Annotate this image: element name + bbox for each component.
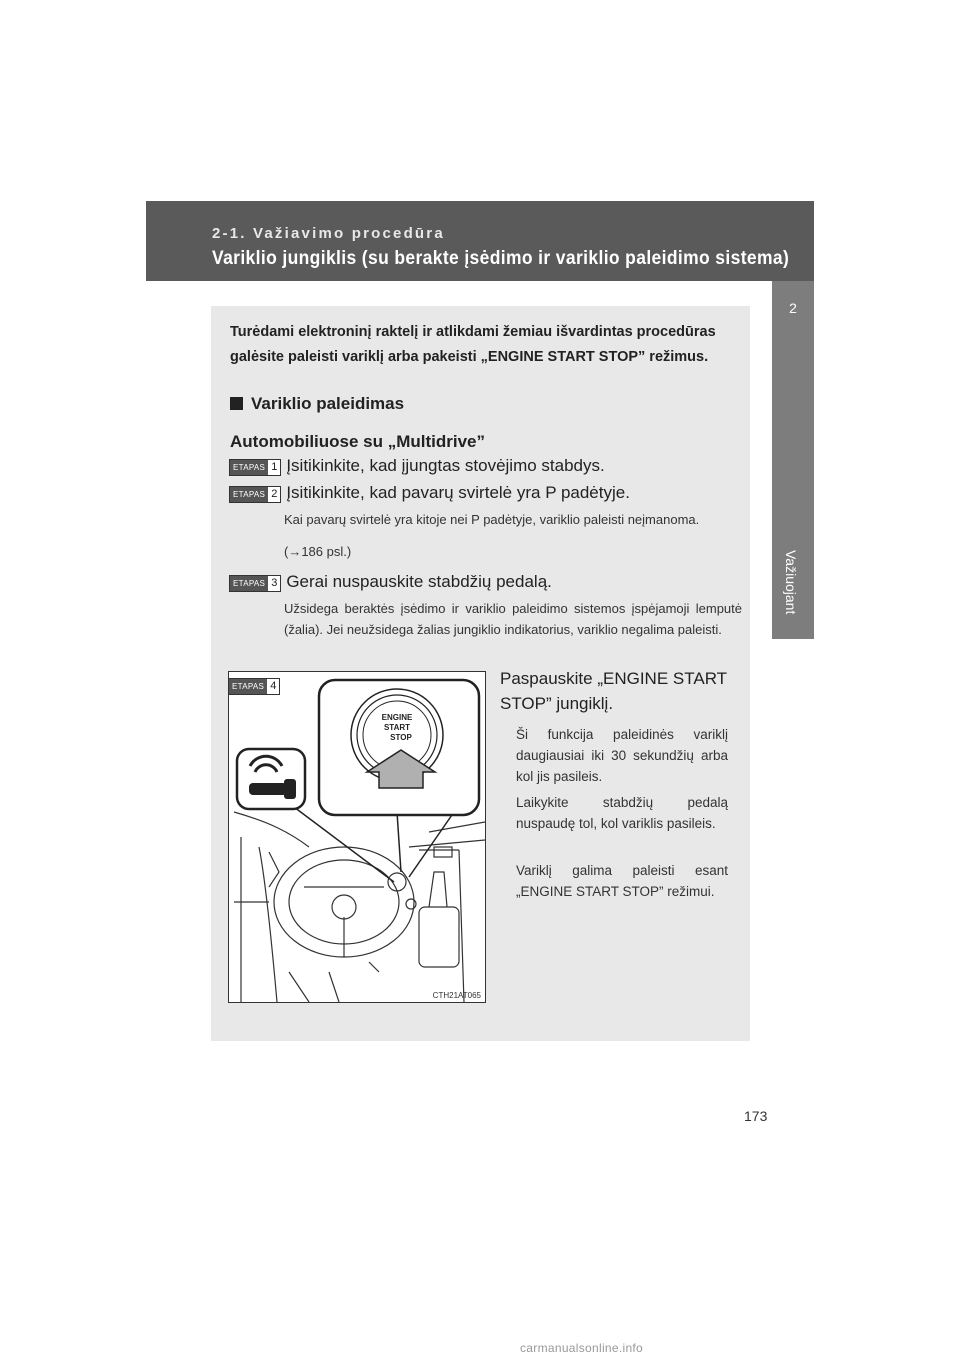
step-2-ref: (→186 psl.) bbox=[284, 544, 352, 559]
model-heading: Automobiliuose su „Multidrive” bbox=[230, 432, 486, 451]
step-4-note-3: Variklį galima paleisti esant „ENGINE START STOP” režimui. bbox=[516, 863, 728, 899]
step-badge: ETAPAS 2 bbox=[229, 486, 281, 503]
intro-text: Turėdami elektroninį raktelį ir atlikdami žemiau išvardintas procedūras galėsite paleisti variklį arba pakeisti „ENGINE START STOP” režimus. bbox=[230, 324, 716, 365]
step-text: Įsitikinkite, kad įjungtas stovėjimo stabdys. bbox=[286, 456, 605, 475]
step-badge: ETAPAS 4 bbox=[228, 678, 280, 695]
content-box bbox=[211, 306, 750, 1041]
step-4-note-1: Ši funkcija paleidinės variklį daugiausiai iki 30 sekundžių arba kol jis pasileis. bbox=[516, 727, 728, 784]
step-badge: ETAPAS 1 bbox=[229, 459, 281, 476]
step-2 bbox=[229, 483, 630, 503]
button-text-3: STOP bbox=[390, 733, 412, 742]
page-title: Variklio jungiklis (su berakte įsėdimo ir variklio paleidimo sistema) bbox=[212, 248, 790, 269]
step-3-note: Užsidega beraktės įsėdimo ir variklio paleidimo sistemos įspėjamoji lemputė (žalia). Jei neužsidega žalias jungiklio indikatorius, variklio negalima paleisti. bbox=[284, 601, 742, 637]
step-text: Gerai nuspauskite stabdžių pedalą. bbox=[286, 572, 552, 591]
section-header bbox=[146, 201, 814, 281]
illustration-code: CTH21AT065 bbox=[432, 991, 481, 1000]
button-text-2: START bbox=[383, 723, 411, 732]
step-4-badge bbox=[228, 677, 285, 695]
engine-start-illustration bbox=[229, 672, 485, 1002]
illustration bbox=[228, 671, 486, 1003]
chapter-tab-labels bbox=[771, 300, 815, 640]
step-2-note: Kai pavarų svirtelė yra kitoje nei P padėtyje, variklio paleisti neįmanoma. bbox=[284, 512, 700, 527]
page-number: 173 bbox=[744, 1108, 768, 1124]
step-1 bbox=[229, 456, 605, 476]
chapter-label: Važiuojant bbox=[783, 550, 799, 615]
square-bullet-icon bbox=[230, 397, 243, 410]
section-title: 2-1. Važiavimo procedūra bbox=[212, 225, 445, 242]
button-text-1: ENGINE bbox=[381, 713, 413, 722]
step-3 bbox=[229, 572, 552, 592]
subheading-text: Variklio paleidimas bbox=[251, 394, 405, 413]
step-4-note-2: Laikykite stabdžių pedalą nuspaudę tol, kol variklis pasileis. bbox=[516, 795, 728, 831]
footer-watermark: carmanualsonline.info bbox=[520, 1341, 644, 1355]
chapter-number: 2 bbox=[789, 300, 797, 316]
step-badge: ETAPAS 3 bbox=[229, 575, 281, 592]
step-text: Įsitikinkite, kad pavarų svirtelė yra P padėtyje. bbox=[286, 483, 630, 502]
subheading bbox=[230, 394, 404, 414]
step-4-text: Paspauskite „ENGINE START STOP” jungiklį. bbox=[500, 669, 727, 713]
